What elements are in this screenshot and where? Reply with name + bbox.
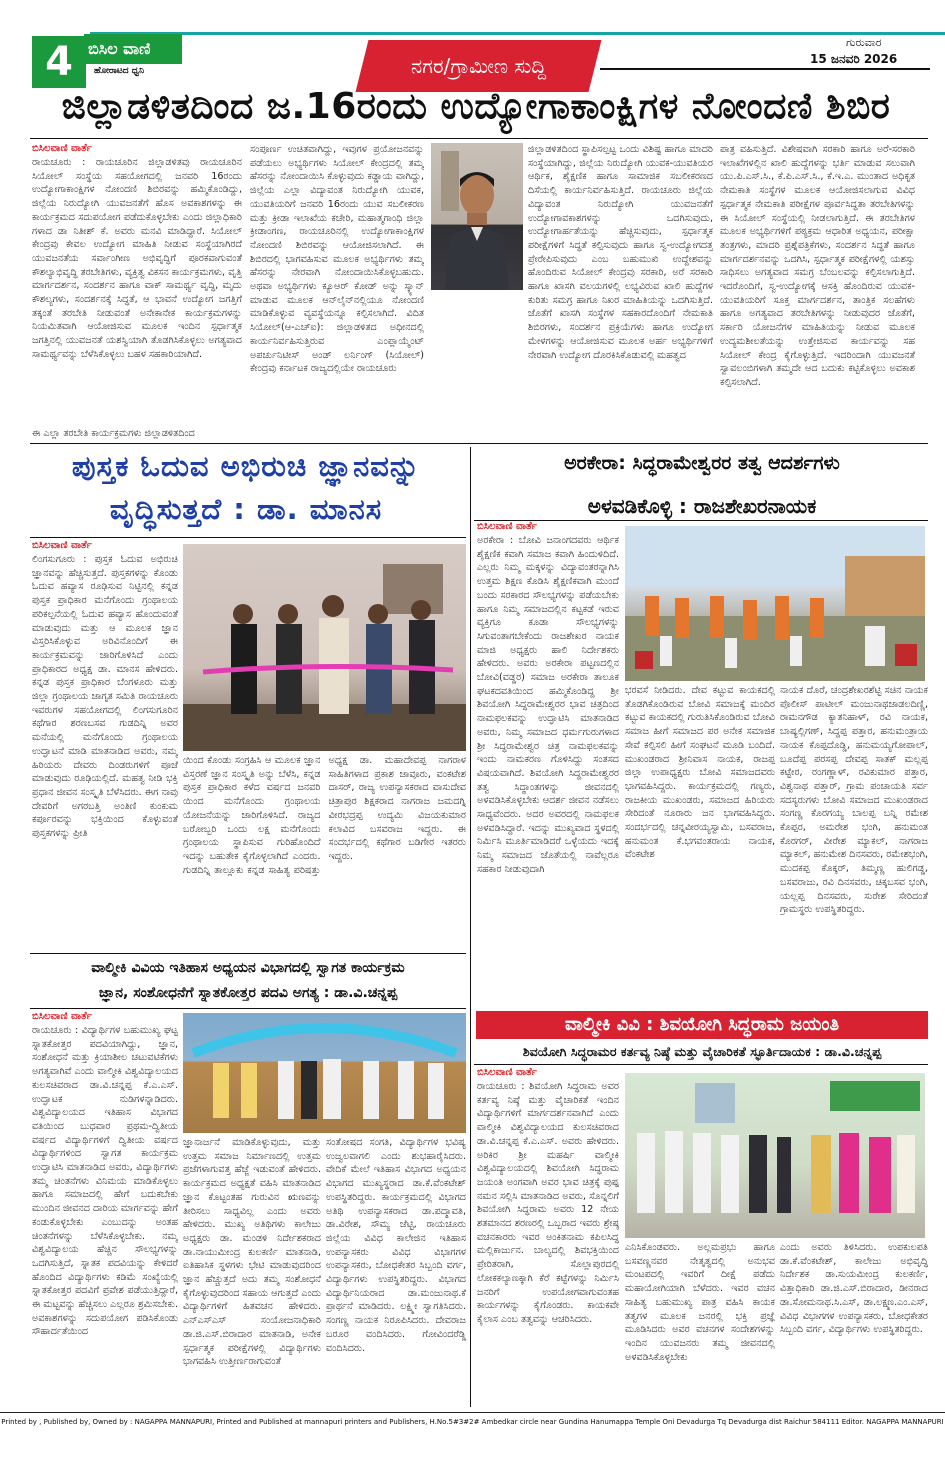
valmiki-col-3: ಎಂದು ಅವರು ತಿಳಿಸಿದರು. ಉಪಕುಲಪತಿ ಡಾ.ಕೆ.ವೆಂಕಟೇಶ್, ಕಾಲೇಜು ಅಭಿವೃದ್ಧಿ ನಿರ್ದೇಶಕ ಡಾ.ಸುಯಮೀಂದ್ರ ಕುಲಕರ್ಣಿ, ವಿತ್ತಾಧಿಕಾರಿ ಡಾ.ಜಿ.ಎಸ್.ಬಿರಾದಾರ, ಡೀನರಾದ ಡಾ.ಸೋಮನಾಥ.ಸಿ.ಎಸ್, ಡಾ.ಲಕ್ಷ್ಮಣ.ಎಂ.ಎಸ್, ವಿವಿಧ ವಿಭಾಗಗಳ ಉಪನ್ಯಾಸಕರು, ಬೋಧಕೇತರ ಸಿಬ್ಬಂದಿ ವರ್ಗ, ವಿದ್ಯಾರ್ಥಿಗಳು ಉಪಸ್ಥಿತರಿದ್ದರು. [780,1242,928,1336]
arakera-gathering-photo [625,526,925,681]
crowd-gathering-icon [625,526,925,681]
arakera-rule [474,520,928,521]
header-rule-teal [90,32,945,35]
history-event-photo [183,1013,466,1133]
lead-col-1: ರಾಯಚೂರು : ರಾಯಚೂರಿನ ಜಿಲ್ಲಾಡಳಿತವು ರಾಯಚೂರಿನ ಸಿಯೋಲ್ ಸಂಸ್ಥೆಯ ಸಹಯೋಗದಲ್ಲಿ ಜನವರಿ 16ರಂದು ಉದ್ಯೋಗಾಕಾಂಕ್ಷಿಗಳ ನೋಂದಣಿ ಶಿಬಿರವನ್ನು ಹಮ್ಮಿಕೊಂಡಿದ್ದು, ಜಿಲ್ಲೆಯ ನಿರುದ್ಯೋಗಿ ಯುವಜನತೆಗೆ ಹೊಸ ಅವಕಾಶಗಳನ್ನು ಈ ಕಾರ್ಯಕ್ರಮದ ಸದುಪಯೋಗ ಪಡೆದುಕೊಳ್ಳಬೇಕು ಎಂದು ಜಿಲ್ಲಾಧಿಕಾರಿ ಗಳಾದ ಡಾ ನಿತೀಶ್ ಕೆ. ಅವರು ಮನವಿ ಮಾಡಿದ್ದಾರೆ. ಸಿಯೋಲ್ ಕೇಂದ್ರವು ಕೇವಲ ಉದ್ಯೋಗ ಮಾಹಿತಿ ನೀಡುವ ಸಂಸ್ಥೆಯಾಗಿರದೆ ಯುವಜನತೆಯ ಸರ್ವಾಂಗೀಣ ಅಭಿವೃದ್ಧಿಗೆ ಪೂರಕವಾಗುವಂತೆ ಕೌಶಲ್ಯಾಭಿವೃದ್ಧಿ ತರಬೇತಿಗಳು, ವ್ಯಕ್ತಿತ್ವ ವಿಕಸನ ಕಾರ್ಯಕ್ರಮಗಳು, ವೃತ್ತಿ ಮಾರ್ಗದರ್ಶನ, ಸಂದರ್ಶನ ಹಾಗೂ ವಾಕ್ ಸಾಮರ್ಥ್ಯ ವೃದ್ಧಿ, ಮೃದು ಕೌಶಲ್ಯಗಳು, ಸಂದರ್ಶನಕ್ಕೆ ಸಿದ್ಧತೆ, ಆ ಭಾವನೆ ಉದ್ಯೋಗ ಜಗತ್ತಿಗೆ ತಕ್ಕಂತೆ ತರಬೇತಿ ನೀಡುವಂತೆ ಅನೇಕಾನೇಕ ಕಾರ್ಯಕ್ರಮಗಳನ್ನು ನಿಯಮಿತವಾಗಿ ಆಯೋಜಿಸುವ ಮೂಲಕ ಇಂದಿನ ಸ್ಪರ್ಧಾತ್ಮಕ ಜಗತ್ತಿನಲ್ಲಿ ಯುವಜನತೆ ಯಶಸ್ವಿಯಾಗಿ ತೊಡಗಿಸಿಕೊಳ್ಳಲು ಅಗತ್ಯವಾದ ಸಾಮರ್ಥ್ಯವನ್ನು ಬೆಳೆಸಿಕೊಳ್ಳಲು ಬಹಳ ಸಹಕಾರಿಯಾಗಿದೆ. [32,157,242,360]
books-rule [30,537,466,538]
books-col-2: ಯಿಂದ ಕೊಂಡು ಸಂಗ್ರಹಿಸಿ ಆ ಮೂಲಕ ಜ್ಞಾನ ವಿಸ್ತರಣೆ ಜ್ಞಾನ ಸಂಸ್ಕೃತಿ ಅನ್ನು ಬೆಳೆಸಿ, ಕನ್ನಡ ಪುಸ್ತಕ ಪ್ರಾಧಿಕಾರ ಕಳೆದ ವರ್ಷದ ಜನವರಿ ಯಿಂದ ಮನೆಗೊಂದು ಗ್ರಂಥಾಲಯ ಯೋಜನೆಯನ್ನು ಜಾರಿಗೊಳಿಸಿದೆ. ರಾಜ್ಯದ ಬರೋಬ್ಬರಿ ಒಂದು ಲಕ್ಷ ಮನೆಗೊಂದು ಗ್ರಂಥಾಲಯ ಸ್ಥಾಪಿಸುವ ಗುರಿಹೊಂದಿದೆ ಇದನ್ನು ಬಹುತೇಕ ಕೈಗೊಳ್ಳಲಾಗಿದೆ ಎಂದರು. ಗುಡದಿನ್ನಿ ತಾಲ್ಲೂಕು ಕನ್ನಡ ಸಾಹಿತ್ಯ ಪರಿಷತ್ತು ಅಧ್ಯಕ್ಷ ಡಾ. ಮಹಾದೇವಪ್ಪ ನಾಗರಾಳ ಸಾಹಿತಿಗಳಾದ ಪ್ರಕಾಶ ಜಾವೂರು, ವಂಕಟೇಶ ದಾಸರ್, ರಾಜ್ಯ ಉಪನ್ಯಾಸಕರಾದ ವಾಸುದೇವ ಚಿತ್ರಾಪುರ ಶಿಕ್ಷಕರಾದ ನಾಗರಾಜ ಜಮದಗ್ನಿ ವೀರಭದ್ರಪ್ಪ ಉದ್ಯಮಿ ವಿಜಯಕುಮಾರ ಕಲಾವಿದ ಬಸವರಾಜ ಇದ್ದರು. ಈ ಸಂದರ್ಭದಲ್ಲಿ ಕಥೆಗಾರ ಬಡಿಗೇರ ಇತರರು ಇದ್ದರು. [183,755,466,876]
lead-col-3: ಜಿಲ್ಲಾಡಳಿತದಿಂದ ಸ್ಥಾಪಿಸಲ್ಪಟ್ಟ ಒಂದು ವಿಶಿಷ್ಟ ಹಾಗೂ ಮಾದರಿ ಸಂಸ್ಥೆಯಾಗಿದ್ದು, ಜಿಲ್ಲೆಯ ನಿರುದ್ಯೋಗಿ ಯುವಕ-ಯುವತಿಯರ ಆರ್ಥಿಕ, ಶೈಕ್ಷಣಿಕ ಹಾಗೂ ಸಾಮಾಜಿಕ ಸಬಲೀಕರಣದ ದಿಸೆಯಲ್ಲಿ ಕಾರ್ಯನಿರ್ವಹಿಸುತ್ತಿದೆ. ರಾಯಚೂರು ಜಿಲ್ಲೆಯ ವಿದ್ಯಾವಂತ ನಿರುದ್ಯೋಗಿ ಯುವಜನತೆಗೆ ಉದ್ಯೋಗಾವಕಾಶಗಳನ್ನು ಒದಗಿಸುವುದು, ಉದ್ಯೋಗಾರ್ಹತೆಯನ್ನು ಹೆಚ್ಚಿಸುವುದು, ಸ್ಪರ್ಧಾತ್ಮಕ ಪರೀಕ್ಷೆಗಳಿಗೆ ಸಿದ್ಧತೆ ಕಲ್ಪಿಸುವುದು ಹಾಗೂ ಸ್ವ-ಉದ್ಯೋಗದತ್ತ ಪ್ರೇರೇಪಿಸುವುದು ಎಂಬ ಬಹುಮುಖಿ ಉದ್ದೇಶವನ್ನು ಹೊಂದಿರುವ ಸಿಯೋಲ್ ಕೇಂದ್ರವು ಸರಕಾರಿ, ಅರೆ ಸರಕಾರಿ ಹಾಗೂ ಖಾಸಗಿ ವಲಯಗಳಲ್ಲಿ ಲಭ್ಯವಿರುವ ಖಾಲಿ ಹುದ್ದೆಗಳ ಕುರಿತು ಸಮಗ್ರ ಹಾಗೂ ನಿಖರ ಮಾಹಿತಿಯನ್ನು ಒದಗಿಸುತ್ತಿದೆ. ಜೊತೆಗೆ ಖಾಸಗಿ ಸಂಸ್ಥೆಗಳ ಸಹಕಾರದೊಂದಿಗೆ ನೇಮಕಾತಿ ಶಿಬಿರಗಳು, ಸಂದರ್ಶನ ಪ್ರಕ್ರಿಯೆಗಳು ಹಾಗೂ ಉದ್ಯೋಗ ಮೇಳಗಳನ್ನು ಆಯೋಜಿಸುವ ಮೂಲಕ ಅರ್ಹ ಅಭ್ಯರ್ಥಿಗಳಿಗೆ ನೇರವಾಗಿ ಉದ್ಯೋಗ ದೊರಕಿಸಿಕೊಡುವಲ್ಲಿ ಮಹತ್ವದ [528,144,713,361]
books-bottom-rule [30,953,466,954]
valmiki-rule [474,1064,928,1065]
group-photo-icon [625,1073,925,1238]
valmiki-headline-band: ವಾಲ್ಮೀಕಿ ವಿವಿ : ಶಿವಯೋಗಿ ಸಿದ್ಧರಾಮ ಜಯಂತಿ [476,1011,928,1039]
issue-date: 15 ಜನವರಿ 2026 [810,52,898,66]
history-col-2: ಜ್ಞಾನಾರ್ಜನೆ ಮಾಡಿಕೊಳ್ಳುವುದು, ಮತ್ತು ಉತ್ತಮ ಸಮಾಜ ನಿರ್ಮಾಣದಲ್ಲಿ ಉತ್ತಮ ಪ್ರಜೆಗಳಾಗುವತ್ತ ಹೆಜ್ಜೆ ಇಡುವಂತೆ ಹೇಳಿದರು. ಕಾರ್ಯಕ್ರಮದ ಅಧ್ಯಕ್ಷತೆ ವಹಿಸಿ ಮಾತನಾಡಿದ ಜ್ಞಾನ ಕೊಟ್ಟಂತಹ ಗುರುವಿನ ಋಣವನ್ನು ತೀರಿಸಲು ಸಾಧ್ಯವಿಲ್ಲ ಎಂದು ಅವರು ಹೇಳಿದರು. ಮುಖ್ಯ ಅತಿಥಿಗಳು ಕಾಲೇಜು ಅಧ್ಯಕ್ಷರು ಡಾ. ಮಂಡಳಿ ನಿರ್ದೇಶಕರಾದ ಡಾ.ನಾಯುಮೀಂದ್ರ ಕುಲಕರ್ಣಿ ಮಾತನಾಡಿ, ಐತಿಹಾಸಿಕ ಸ್ಥಳಗಳು ಭೇಟಿ ಮಾಡುವುದರಿಂದ ಜ್ಞಾನ ಹೆಚ್ಚುತ್ತದೆ ಅದು ತಮ್ಮ ಸಂಶೋಧನೆ ಕೈಗೊಳ್ಳುವುದರಿಂದ ಸಹಾಯ ಆಗುತ್ತದೆ ಎಂದು ವಿದ್ಯಾರ್ಥಿಗಳಿಗೆ ಹಿತವಚನ ಹೇಳಿದರು. ಎನ್ಎಸ್ಎಸ್ ಸಂಯೋಜನಾಧಿಕಾರಿ ಡಾ.ಜಿ.ಎಸ್.ಬಿರಾದಾರ ಮಾತನಾಡಿ, ಅನೇಕ ಸ್ಪರ್ಧಾತ್ಮಕ ಪರೀಕ್ಷೆಗಳಲ್ಲಿ ವಿದ್ಯಾರ್ಥಿಗಳು ಭಾಗವಹಿಸಿ ಉತ್ತೀರ್ಣರಾಗುವಂತೆ [183,1137,321,1368]
arakera-headline-line2: ಅಳವಡಿಕೊಳ್ಳಿ : ರಾಜಶೇಖರನಾಯಕ [587,494,817,518]
books-headline-line2: ವೃದ್ಧಿಸುತ್ತದೆ : ಡಾ. ಮಾನಸ [109,492,383,526]
imprint-footer: Printed by , Published by, Owned by : NAGAPPA MANNAPURI, Printed and Published at mannapuri printers and Publishers, H.No.5#3#2# Ambedkar circle near Gundina Hanumappa Temple Oni Devadurga Tq Devadurga dist Raichur 584111 Editor. NAGAPPA MANNAPURI [0,1412,945,1430]
arakera-col-3: ನಾಯಕ ದೊರೆ, ಚಂದ್ರಶೇಖರಶೆಟ್ಟಿ ಸಚಿನ ನಾಯಕ ಪೊಲೀಸ್ ಪಾಟೀಲ್ ಮಂಜುನಾಥಜಾಡಲದಿಣ್ಣಿ, ರಾಮನಗೌಡ ಕ್ಯಾತನಿಹಾಳ್, ರವಿ ನಾಯಕ, ಬಾಷ್ಯಲ್ಲಿಗಣ್, ಸಿದ್ದಪ್ಪ ಪತ್ತಾರ, ಹನುಮಂತ್ರಾಯ ನಾಯಕ ಕೊಪ್ಪದೊಡ್ಡಿ, ಹನುಮಯ್ಯಗೋಪಾಲ್, ಬೂದೆಪ್ಪ ಪರಸಪ್ಪ ದೇವಪ್ಪ ಸಾತಕ್ ಮಲ್ಲಪ್ಪ ಕಟ್ಟೇರ, ರಂಗಣ್ಣಾಳ್, ರವಿಕುಮಾರ ಪತ್ತಾರ, ವಿಶ್ವನಾಥ ಪತ್ತಾರ್, ಗ್ರಾಮ ಪಂಚಾಯತಿ ಸರ್ವ ಸದಸ್ಯರುಗಳು ಬೋವಿ ಸಮಾಜದ ಮುಖಂಡರಾದ ಸಂಗಣ್ಣ ಕೊರಗಯ್ಯ ಬಾಲಪ್ಪ ಬನ್ನಿ ರಮೇಶ ಕೊಪ್ಪರ, ಅಮರೇಶ ಭಂಗಿ, ಹನುಮಂತ ಕೊರಗರ್, ವೀರೇಶ ಮ್ಯಾಕಲ್, ನಾಗರಾಜ ಮ್ಯಾಕಲ್, ಹನುಮೇಶ ದಿನಸವರು, ರಮೇಶಭಂಗಿ, ಮುದಕಪ್ಪ ಕೊಕ್ಕರ್, ತಿಮ್ಮಣ್ಣ ಹುಲಿಗಡ್ಡ, ಬಸವರಾಜು, ರವಿ ದಿನಸವರು, ಚಿಕ್ಕಬಸವ ಭಂಗಿ, ಯಲ್ಲಪ್ಪ ದಿನಸವರು, ಸುರೇಶ ಸೇರಿದಂತೆ ಗ್ರಾಮಸ್ಥರು ಉಪಸ್ಥಿತರಿದ್ದರು. [780,685,928,916]
valmiki-col-2: ಎನಿಸಿಕೊಂಡವರು. ಅಲ್ಲಮಪ್ರಭು ಹಾಗೂ ಬಸವಣ್ಣನವರ ನೇತೃತ್ವದಲ್ಲಿ ಅನುಭವ ಮಂಟಪದಲ್ಲಿ ಇವರಿಗೆ ದೀಕ್ಷೆ ಪಡೆದು ಮಹಾಯೋಗಿಯಾಗಿ ಬೆಳೆದರು. ಇವರ ವಚನ ಸಾಹಿತ್ಯ ಬಹುಮುಖ್ಯ ಪಾತ್ರ ವಹಿಸಿ ಕಾಯಕ ತತ್ವಗಳ ಮೂಲಕ ಜನರಲ್ಲಿ ಭಕ್ತಿ ಪ್ರಜ್ಞೆ ಮೂಡಿಸಿದರು ಅವರ ವಚನಗಳ ಸಂದೇಶಗಳನ್ನು ಇಂದಿನ ಯುವಜನರು ತಮ್ಮ ಜೀವನದಲ್ಲಿ ಅಳವಡಿಸಿಕೊಳ್ಳಬೇಕು [625,1242,775,1363]
section-label-band [356,40,602,92]
history-headline-line2: ಜ್ಞಾನ, ಸಂಶೋಧನೆಗೆ ಸ್ನಾತಕೋತ್ತರ ಪದವಿ ಅಗತ್ಯ : ಡಾ.ವಿ.ಚನ್ನಪ್ಪ [98,985,398,1001]
history-rule [30,1008,466,1009]
valmiki-byline: ಬಿಸಿಲವಾಣಿ ವಾರ್ತೆ [477,1067,537,1078]
lead-bottom-rule [30,443,928,444]
arakera-col-1: ಅರಕೇರಾ : ಬೋವಿ ಜನಾಂಗದವರು ಆರ್ಥಿಕ ಶೈಕ್ಷಣಿಕ ಕವಾಗಿ ಸಮಾಜ ಕವಾಗಿ ಹಿಂದುಳಿದಿದೆ. ಎಲ್ಲರು ನಿಮ್ಮ ಮಕ್ಕಳನ್ನು ವಿದ್ಯಾವಂತರನ್ನಾಗಿಸಿ ಉತ್ತಮ ಶಿಕ್ಷಣ ಕೊಡಿಸಿ ಶೈಕ್ಷಣಿಕವಾಗಿ ಮುಂದೆ ಬಂದು ಸರಕಾರದ ಸೌಲಭ್ಯಗಳನ್ನು ಪಡೆಯಬೇಕು ಹಾಗೂ ನಿಮ್ಮ ಸಮಾಜದಲ್ಲಿನ ಕಟ್ಟಕಡೆ ಇರುವ ವ್ಯಕ್ತಿಗೂ ಕೂಡಾ ಸೌಲಭ್ಯಗಳನ್ನು ಸಿಗುವಂತಾಗಬೇಕೆಂದು ರಾಜಶೇಖರ ನಾಯಕ ಮಾಜಿ ಅಧ್ಯಕ್ಷರು ಹಾಲಿ ನಿರ್ದೇಶಕರು ಹೇಳಿದರು. ಅವರು ಅರಕೇರಾ ಪಟ್ಟಣದಲ್ಲಿನ ಬೋವಿ(ವಡ್ಡರ) ಸಮಾಜ ಅರಕೇರಾ ತಾಲೂಕ ಘಟಕದವತಿಯಿಂದ ಹಮ್ಮಿಕೊಂಡಿದ್ದ ಶ್ರೀ ಶಿವಯೋಗಿ ಸಿದ್ಧರಾಮೇಶ್ವರರ ಭಾವ ಚಿತ್ರದಿಂದ ನಾಮಫಲಕವನ್ನು ಉದ್ಘಾಟಿಸಿ ಮಾತನಾಡಿದ ಅವರು, ನಿಮ್ಮ ಸಮಾಜದ ಧರ್ಮಗುರುಗಳಾದ ಶ್ರೀ ಸಿದ್ಧರಾಮೇಶ್ವರ ಚಿತ್ರ ನಾಮಫಲಕವನ್ನು ಇಂದು ನಾಮಕರಣ ಗೊಳಿಸಿದ್ದು ಸಂತಸದ ವಿಷಯವಾಗಿದೆ. ಶಿವಯೋಗಿ ಸಿದ್ದರಾಮೇಶ್ವರರ ತತ್ವ ಸಿದ್ಧಾಂತಗಳನ್ನು ಜೀವನದಲ್ಲಿ ಅಳವಡಿಸಿಕೊಳ್ಳಬೇಕು ಆದರ್ಶ ಜೀವನ ನಡೆಸಲು ಸಾಧ್ಯವೆಂದರು. ಅದರ ಅವರದಲ್ಲಿ ನಾಮಫಲಕ ಅಳವಡಿಸಿದ್ದಾರೆ. ಇದನ್ನು ಮುಖ್ಯವಾದ ಸ್ಥಳದಲ್ಲಿ ನಿರ್ಮಿಸಿ ಮೂರ್ತಿಮಾಡಿದರೆ ಒಳ್ಳೆಯದು ಇದಕ್ಕೆ ನಿಮ್ಮ ಸಮಾಜದ ಜೊತೆಯಲ್ಲಿ ನಾವೆಲ್ಲರೂ ಸಹಕಾರ ನೀಡುವುದಾಗಿ [477,535,619,875]
arakera-col-2: ಭರವಸೆ ನೀಡಿದರು. ದೇವ ಕಟ್ಟುವ ಕಾಯಕದಲ್ಲಿ ತೊಡಗಿಕೊಂಡಿರುವ ಬೋವಿ ಸಮಾಜಕ್ಕೆ ಮಂದಿರ ಕಟ್ಟುವ ಕಾಯಕದಲ್ಲಿ ಗುರುತಿಸಿಕೊಂಡಿರುವ ಬೋವಿ ಸಮಾಜ ಹೀಗೆ ಸಮಾಜದ ಪರ ಅನೇಕ ಸಮಾಜಿಕ ಸೇವೆ ಕಲ್ಪಿಸಲಿ ಹೀಗೆ ಸಂಘಟನೆ ಮೂಡಿ ಬಂದಿದೆ. ಮುಖಂಡರಾದ ಶ್ರೀನಿವಾಸ ನಾಯಕ, ರಾಜಪ್ಪ ಜಿಲ್ಲಾ ಉಪಾಧ್ಯಕ್ಷರು ಬೋವಿ ಸಮಾಜದವರು ಭಾಗವಹಿಸಿದ್ದರು. ಕಾರ್ಯಕ್ರಮದಲ್ಲಿ ಗಣ್ಯರು, ರಾಜಕೀಯ ಮುಖಂಡರು, ಸಮಾಜದ ಹಿರಿಯರು ಸೇರಿದಂತೆ ನೂರಾರು ಜನ ಭಾಗವಹಿಸಿದ್ದರು. ಸಂದರ್ಭದಲ್ಲಿ ಚನ್ನವೀರಯ್ಯಸ್ವಾಮಿ, ಬಸವರಾಜ, ಹನುಮಂತ ಕೆ.ಭಗವಂತರಾಯ ನಾಯಕ, ವೆಂಕಟೇಶ [625,685,775,861]
lead-col-4: ಪಾತ್ರ ವಹಿಸುತ್ತಿದೆ. ವಿಶೇಷವಾಗಿ ಸರಕಾರಿ ಹಾಗೂ ಅರೆ-ಸರಕಾರಿ ಇಲಾಖೆಗಳಲ್ಲಿನ ಖಾಲಿ ಹುದ್ದೆಗಳನ್ನು ಭರ್ತಿ ಮಾಡುವ ಸಲುವಾಗಿ ಯು.ಪಿ.ಎಸ್.ಸಿ., ಕೆ.ಪಿ.ಎಸ್.ಸಿ., ಕೆ.ಇ.ಎ. ಮುಂತಾದ ಅಧಿಕೃತ ನೇಮಕಾತಿ ಸಂಸ್ಥೆಗಳ ಮೂಲಕ ಆಯೋಜಿಸಲಾಗುವ ವಿವಿಧ ಸ್ಪರ್ಧಾತ್ಮಕ ನೇಮಕಾತಿ ಪರೀಕ್ಷೆಗಳ ಪೂರ್ವಸಿದ್ಧತಾ ತರಬೇತಿಗಳನ್ನು ಈ ಸಿಯೋಲ್ ಸಂಸ್ಥೆಯಲ್ಲಿ ನೀಡಲಾಗುತ್ತಿದೆ. ಈ ತರಬೇತಿಗಳ ಮೂಲಕ ಅಭ್ಯರ್ಥಿಗಳಿಗೆ ಪಠ್ಯಕ್ರಮ ಆಧಾರಿತ ಅಧ್ಯಯನ, ಪರೀಕ್ಷಾ ತಂತ್ರಗಳು, ಮಾದರಿ ಪ್ರಶ್ನೆಪತ್ರಿಕೆಗಳು, ಸಂದರ್ಶನ ಸಿದ್ಧತೆ ಹಾಗೂ ಮಾರ್ಗದರ್ಶನವನ್ನು ಒದಗಿಸಿ, ಸ್ಪರ್ಧಾತ್ಮಕ ಪರೀಕ್ಷೆಗಳಲ್ಲಿ ಯಶಸ್ಸು ಸಾಧಿಸಲು ಅಗತ್ಯವಾದ ಸಮಗ್ರ ಬೆಂಬಲವನ್ನು ಕಲ್ಪಿಸಲಾಗುತ್ತಿದೆ. ಇದರೊಂದಿಗೆ, ಸ್ವ-ಉದ್ಯೋಗಕ್ಕೆ ಆಸಕ್ತಿ ಹೊಂದಿರುವ ಯುವಕ-ಯುವತಿಯರಿಗೆ ಸೂಕ್ತ ಮಾರ್ಗದರ್ಶನ, ತಾಂತ್ರಿಕ ಸಲಹೆಗಳು ಹಾಗೂ ಅಗತ್ಯವಾದ ತರಬೇತಿಗಳನ್ನು ನೀಡುವುದರ ಜೊತೆಗೆ, ಸರ್ಕಾರಿ ಯೋಜನೆಗಳ ಮಾಹಿತಿಯನ್ನು ನೀಡುವ ಮೂಲಕ ಉದ್ಯಮಶೀಲತೆಯನ್ನು ಉತ್ತೇಜಿಸುವ ಕಾರ್ಯವನ್ನು ಸಹ ಸಿಯೋಲ್ ಕೇಂದ್ರ ಕೈಗೊಳ್ಳುತ್ತಿದೆ. ಇದರಿಂದಾಗಿ ಯುವಜನತೆ ಸ್ವಾವಲಂಬಿಗಳಾಗಿ ತಮ್ಮದೇ ಆದ ಬದುಕು ಕಟ್ಟಿಕೊಳ್ಳಲು ಅವಕಾಶ ಕಲ್ಪಿಸಲಾಗಿದೆ. [720,144,915,388]
books-col-1: ಲಿಂಗಸುಗೂರು : ಪುಸ್ತಕ ಓದುವ ಅಭಿರುಚಿ ಜ್ಞಾನವನ್ನು ಹೆಚ್ಚಿಸುತ್ತದೆ. ಪುಸ್ತಕಗಳನ್ನು ಕೊಂಡು ಓದುವ ಹವ್ಯಾಸ ರೂಢಿಸುವ ನಿಟ್ಟಿನಲ್ಲಿ ಕನ್ನಡ ಪುಸ್ತಕ ಪ್ರಾಧಿಕಾರ ಮನೆಗೊಂದು ಗ್ರಂಥಾಲಯ ಪರಿಕಲ್ಪನೆಯಲ್ಲಿ ಓದುವ ಹವ್ಯಾಸ ಹೊಂದುವಂತೆ ಮಾಡುವುದು ಮತ್ತು ಆ ಮೂಲಕ ಜ್ಞಾನ ವಿಸ್ತರಿಸಿಕೊಳ್ಳುವ ಅರಿವಿನೊಂದಿಗೆ ಈ ಕಾರ್ಯಕ್ರಮವನ್ನು ಜಾರಿಗೊಳಿಸಿದೆ ಎಂದು ಪ್ರಾಧಿಕಾರದ ಅಧ್ಯಕ್ಷ ಡಾ. ಮಾನಸ ಹೇಳಿದರು. ಕನ್ನಡ ಪುಸ್ತಕ ಪ್ರಾಧಿಕಾರ ಬೆಂಗಳೂರು ಮತ್ತು ಜಿಲ್ಲಾ ಗ್ರಂಥಾಲಯ ಜಾಗೃತ ಸಮಿತಿ ರಾಯಚೂರು ಇವರುಗಳ ಸಹಯೋಗದಲ್ಲಿ ಲಿಂಗಸುಗೂರಿನ ಕಥೆಗಾರ ಶರಣಬಸವ ಗುಡದಿನ್ನಿ ಅವರ ಮನೆಯಲ್ಲಿ ಮನೆಗೊಂದು ಗ್ರಂಥಾಲಯ ಉದ್ಘಾಟನೆ ಮಾಡಿ ಮಾತನಾಡಿದ ಅವರು, ನಮ್ಮ ಹಿರಿಯರು ದೇವರು ದಿಂಡರುಗಳಿಗೆ ಪೂಜೆ ಮಾಡುವುದು ರೂಢಿಯಲ್ಲಿದೆ. ಮಹತ್ವ ನೀಡಿ ಭಕ್ತಿ ಪ್ರಧಾನ ಜೀವನ ಸಂಸ್ಕೃತಿ ಬೆಳೆಸಿದರು. ಈಗ ನಾವು ದೇವರಿಗೆ ಅಗರಬತ್ತಿ ಅಂತಿಣಿ ಕುಂಕುಮ ಕರ್ಪೂರವನ್ನು ಭಕ್ತಿಯಿಂದ ಕೊಳ್ಳುವಂತೆ ಪುಸ್ತಕಗಳನ್ನು ಪ್ರೀತಿ [32,554,178,840]
history-col-3: ಸಂತೋಷದ ಸಂಗತಿ, ವಿದ್ಯಾರ್ಥಿಗಳ ಭವಿಷ್ಯ ಉಜ್ವಲವಾಗಲಿ ಎಂದು ಶುಭಹಾರೈಸಿದರು. ವೇದಿಕೆ ಮೇಲೆ ಇತಿಹಾಸ ವಿಭಾಗದ ಅಧ್ಯಯನ ವಿಭಾಗದ ಮುಖ್ಯಸ್ಥರಾದ ಡಾ.ಕೆ.ವೆಂಕಟೇಶ್ ಉಪಸ್ಥಿತರಿದ್ದರು. ಕಾರ್ಯಕ್ರಮದಲ್ಲಿ ವಿಭಾಗದ ಅತಿಥಿ ಉಪನ್ಯಾಸಕರಾದ ಡಾ.ಪದ್ಮಾವತಿ, ಡಾ.ವಿರೇಶ, ಸೌಮ್ಯ ಜೆಟ್ಟಿ, ರಾಯಚೂರು ಜಿಲ್ಲೆಯ ವಿವಿಧ ಕಾಲೇಜಿನ ಇತಿಹಾಸ ಉಪನ್ಯಾಸಕರು ವಿವಿಧ ವಿಭಾಗಗಳ ಉಪನ್ಯಾಸಕರು, ಬೋಧಕೇತರ ಸಿಬ್ಬಂದಿ ವರ್ಗ, ವಿದ್ಯಾರ್ಥಿಗಳು ಉಪಸ್ಥಿತರಿದ್ದರು. ವಿಭಾಗದ ವಿದ್ಯಾರ್ಥಿನಿಯರಾದ ಡಾ.ಮಂಜುನಾಥ.ಕೆ ಪ್ರಾರ್ಥನೆ ಮಾಡಿದರು. ಲಕ್ಷ್ಮೀ ಸ್ವಾಗತಿಸಿದರು. ಸಂಗಣ್ಣ ನಾಯಕ ನಿರೂಪಿಸಿದರು. ದೇವರಾಜ ಬರೂರ ವಂದಿಸಿದರು. ಗೋವಿಂದರೆಡ್ಡಿ ವಂದಿಸಿದರು. [326,1137,466,1354]
books-ribbon-photo [183,544,466,751]
lead-col-1-tail: ಈ ಎಲ್ಲಾ ತರಬೇತಿ ಕಾರ್ಯಕ್ರಮಗಳು ಜಿಲ್ಲಾಡಳಿತದಿಂದ [32,428,195,439]
history-headline-line1: ವಾಲ್ಮೀಕಿ ವಿವಿಯ ಇತಿಹಾಸ ಅಧ್ಯಯನ ವಿಭಾಗದಲ್ಲಿ ಸ್ವಾಗತ ಕಾರ್ಯಕ್ರಮ [91,960,405,976]
ribbon-cutting-icon [183,544,466,751]
lead-col-2: ಸಂಪೂರ್ಣ ಉಚಿತವಾಗಿದ್ದು, ಇವುಗಳ ಪ್ರಯೋಜನವನ್ನು ಪಡೆಯಲು ಅಭ್ಯರ್ಥಿಗಳು ಸಿಯೋಲ್ ಕೇಂದ್ರದಲ್ಲಿ ತಮ್ಮ ಹೆಸರನ್ನು ನೋಂದಾಯಿಸಿ ಕೊಳ್ಳುವುದು ಕಡ್ಡಾಯ ವಾಗಿದ್ದು, ಜಿಲ್ಲೆಯ ಎಲ್ಲಾ ವಿದ್ಯಾವಂತ ನಿರುದ್ಯೋಗಿ ಯುವಕ, ಯುವತಿಯರಿಗೆ ಜನವರಿ 16ರಂದು ಯುವ ಸಬಲೀಕರಣ ಮತ್ತು ಕ್ರೀಡಾ ಇಲಾಖೆಯ ಕಚೇರಿ, ಮಹಾತ್ಮಗಾಂಧಿ ಜಿಲ್ಲಾ ಕ್ರೀಡಾಂಗಣ, ರಾಯಚೂರಿನಲ್ಲಿ ಉದ್ಯೋಗಾಕಾಂಕ್ಷಿಗಳ ನೋಂದಣಿ ಶಿಬಿರವನ್ನು ಆಯೋಜಿಸಲಾಗಿದೆ. ಈ ಶಿಬಿರದಲ್ಲಿ ಭಾಗವಹಿಸುವ ಮೂಲಕ ಅಭ್ಯರ್ಥಿಗಳು ತಮ್ಮ ಹೆಸರನ್ನು ನೇರವಾಗಿ ನೋಂದಾಯಿಸಿಕೊಳ್ಳಬಹುದು. ಅಥವಾ ಅಭ್ಯರ್ಥಿಗಳು ಕ್ಯೂಆರ್ ಕೋಡ್ ಅನ್ನು ಸ್ಕ್ಯಾನ್ ಮಾಡುವ ಮೂಲಕ ಆನ್‌ಲೈನ್‌ನಲ್ಲಿಯೂ ನೋಂದಣಿ ಮಾಡಿಕೊಳ್ಳುವ ವ್ಯವಸ್ಥೆಯನ್ನೂ ಕಲ್ಪಿಸಲಾಗಿದೆ. ವಿದಿತ ಸಿಯೋಲ್(ಆ-ಎಚ್ಐ): ಜಿಲ್ಲಾಡಳಿತದ ಅಧೀನದಲ್ಲಿ ಕಾರ್ಯನಿರ್ವಹಿಸುತ್ತಿರುವ ಎಂಪ್ಲಾಯ್ಮೆಂಟ್ ಅಪರ್ಚುನಿಟೀಸ್ ಅಂಡ್ ಲರ್ನಿಂಗ್ (ಸಿಯೋಲ್) ಕೇಂದ್ರವು ಕರ್ನಾಟಕ ರಾಜ್ಯದಲ್ಲಿಯೇ ರಾಯಚೂರು [250,144,424,375]
arakera-byline: ಬಿಸಿಲವಾಣಿ ವಾರ್ತೆ [477,521,537,532]
section-label: ನಗರ/ಗ್ರಾಮೀಣ ಸುದ್ದಿ [410,54,547,78]
stage-event-icon [183,1013,466,1133]
lead-rule [30,138,928,139]
person-portrait-icon [431,143,523,290]
books-headline-line1: ಪುಸ್ತಕ ಓದುವ ಅಭಿರುಚಿ ಜ್ಞಾನವನ್ನು [71,449,421,483]
books-byline: ಬಿಸಿಲವಾಣಿ ವಾರ್ತೆ [32,540,92,551]
valmiki-col-1: ರಾಯಚೂರು : ಶಿವಯೋಗಿ ಸಿದ್ಧರಾಮ ಅವರ ಕರ್ತವ್ಯ ನಿಷ್ಠೆ ಮತ್ತು ವೈಚಾರಿಕತೆ ಇಂದಿನ ವಿದ್ಯಾರ್ಥಿಗಳಿಗೆ ಮಾರ್ಗದರ್ಶನವಾಗಿದೆ ಎಂದು ವಾಲ್ಮೀಕಿ ವಿಶ್ವವಿದ್ಯಾಲಯದ ಕುಲಸಚಿವರಾದ ಡಾ.ವಿ.ಚನ್ನಪ್ಪ ಕೆ.ಎ.ಎಸ್. ಅವರು ಹೇಳಿದರು. ಅರಿಕಿರ ಶ್ರೀ ಮಹರ್ಷಿ ವಾಲ್ಮೀಕಿ ವಿಶ್ವವಿದ್ಯಾಲಯದಲ್ಲಿ ಶಿವಯೋಗಿ ಸಿದ್ಧರಾಮ ಜಯಂತಿ ಅಂಗವಾಗಿ ಅವರ ಭಾವ ಚಿತ್ರಕ್ಕೆ ಪುಷ್ಪ ನಮನ ಸಲ್ಲಿಸಿ ಮಾತನಾಡಿದ ಅವರು, ಸೊನ್ನಲಿಗೆ ಶಿವಯೋಗಿ ಸಿದ್ಧರಾಮ ಅವರು 12 ನೇಯ ಶತಮಾನದ ಶರಣರಲ್ಲಿ ಒಬ್ಬರಾದ ಇವರು ಶ್ರೇಷ್ಠ ವಚನಕಾರರು ಇವರ ಅಂಕಿತನಾಮ ಕಪಿಲಸಿದ್ಧ ಮಲ್ಲಿಕಾರ್ಜುನ. ಬಾಲ್ಯದಲ್ಲಿ ಶಿವಭಕ್ತಿಯಿಂದ ಪ್ರೇರಿತರಾಗಿ, ಸೊಲ್ಲಾಪುರದಲ್ಲಿ ಲೋಕಕಲ್ಯಾಣಕ್ಕಾಗಿ ಕೆರೆ ಕಟ್ಟೆಗಳನ್ನು ನಿರ್ಮಿಸಿ ಜನರಿಗೆ ಉಪಯೋಗವಾಗುವಂತಹ ಕಾರ್ಯಗಳನ್ನು ಕೈಗೊಂಡರು. ಕಾಯಕವೇ ಕೈಲಾಸ ಎಂಬ ತತ್ವವನ್ನು ಆಚರಿಸಿದರು. [477,1081,619,1325]
history-byline: ಬಿಸಿಲವಾಣಿ ವಾರ್ತೆ [32,1011,92,1022]
valmiki-group-photo [625,1073,925,1238]
page-number: 4 [32,36,86,88]
column-divider [470,447,471,1407]
header-divider [600,68,930,70]
issue-day: ಗುರುವಾರ [846,36,882,49]
lead-portrait-photo [431,143,523,290]
lead-headline: ಜಿಲ್ಲಾಡಳಿತದಿಂದ ಜ.16ರಂದು ಉದ್ಯೋಗಾಕಾಂಕ್ಷಿಗಳ ನೋಂದಣಿ ಶಿಬಿರ [61,86,891,127]
masthead-tagline: ಹೋರಾಟದ ಧ್ವನಿ [94,66,145,76]
lead-byline: ಬಿಸಿಲವಾಣಿ ವಾರ್ತೆ [32,143,92,154]
valmiki-subhead: ಶಿವಯೋಗಿ ಸಿದ್ಧರಾಮರ ಕರ್ತವ್ಯ ನಿಷ್ಠೆ ಮತ್ತು ವೈಚಾರಿಕತೆ ಸ್ಫೂರ್ತಿದಾಯಕ : ಡಾ.ವಿ.ಚನ್ನಪ್ಪ [522,1044,882,1059]
history-col-1: ರಾಯಚೂರು : ವಿದ್ಯಾರ್ಥಿಗಳ ಬಹುಮುಖ್ಯ ಘಟ್ಟ ಸ್ನಾತಕೋತ್ತರ ಪದವಿಯಾಗಿದ್ದು, ಜ್ಞಾನ, ಸಂಶೋಧನೆ ಮತ್ತು ಕ್ರಿಯಾಶೀಲ ಚಟುವಟಿಕೆಗಳು ಅಗತ್ಯವಾಗಿವೆ ಎಂದು ವಾಲ್ಮೀಕಿ ವಿಶ್ವವಿದ್ಯಾಲಯದ ಕುಲಸಚಿವರಾದ ಡಾ.ವಿ.ಚನ್ನಪ್ಪ ಕೆ.ಎ.ಎಸ್. ಉದ್ಘಾಟಕ ನುಡಿಗಳನ್ನಾಡಿದರು. ವಿಶ್ವವಿದ್ಯಾಲಯದ ಇತಿಹಾಸ ವಿಭಾಗದ ವತಿಯಿಂದ ಬುಧವಾರ ಪ್ರಥಮ-ದ್ವಿತೀಯ ವರ್ಷದ ವಿದ್ಯಾರ್ಥಿಗಳಿಗೆ ದ್ವಿತೀಯ ವರ್ಷದ ವಿದ್ಯಾರ್ಥಿಗಳಿಂದ ಸ್ವಾಗತ ಕಾರ್ಯಕ್ರಮ ಉದ್ಘಾಟಿಸಿ ಮಾತನಾಡಿದ ಅವರು, ವಿದ್ಯಾರ್ಥಿಗಳು ತಮ್ಮ ಚಿಂತನೆಗಳು ವಿನಿಮಯ ಮಾಡಿಕೊಳ್ಳಲು ಹಾಗೂ ಸಮಾಜದಲ್ಲಿ ಹೇಗೆ ಬದುಕಬೇಕು ಮುಂದಿನ ಜೀವನದ ದಾರಿಯ ಮಾರ್ಗವನ್ನು ಹೇಗೆ ಕಂಡುಕೊಳ್ಳಬೇಕು ಎಂಬುದನ್ನು ಅಂತಹ ಚಿಂತನೆಗಳನ್ನು ಬೆಳೆಸಿಕೊಳ್ಳಬೇಕು. ನಮ್ಮ ವಿಶ್ವವಿದ್ಯಾಲಯ ಹೆಚ್ಚಿನ ಸೌಲಭ್ಯಗಳನ್ನು ಒದಗಿಸುತ್ತಿದೆ, ಸ್ನಾತಕ ಪದವಿಯನ್ನು ಕೇಳಿದರೆ ಹೊಂದಿದ ವಿದ್ಯಾರ್ಥಿಗಳು ಕಡಿಮೆ ಸಂಖ್ಯೆಯಲ್ಲಿ ಸ್ನಾತಕೋತ್ತರ ಪದವಿಗೆ ಪ್ರವೇಶ ಪಡೆಯುತ್ತಿದ್ದಾರೆ, ಈ ಮಟ್ಟವನ್ನು ಹೆಚ್ಚಿಸಲು ಎಲ್ಲರೂ ಶ್ರಮಿಸಬೇಕು. ಅವಕಾಶಗಳನ್ನು ಸದುಪಯೋಗ ಪಡಿಸಿಕೊಂಡು ಸೌಹಾರ್ದತೆಯಿಂದ [32,1025,178,1338]
masthead-title: ಬಿಸಿಲ ವಾಣಿ [84,34,182,64]
arakera-headline-line1: ಅರಕೇರಾ: ಸಿದ್ಧರಾಮೇಶ್ವರರ ತತ್ವ ಆದರ್ಶಗಳು [564,452,840,474]
